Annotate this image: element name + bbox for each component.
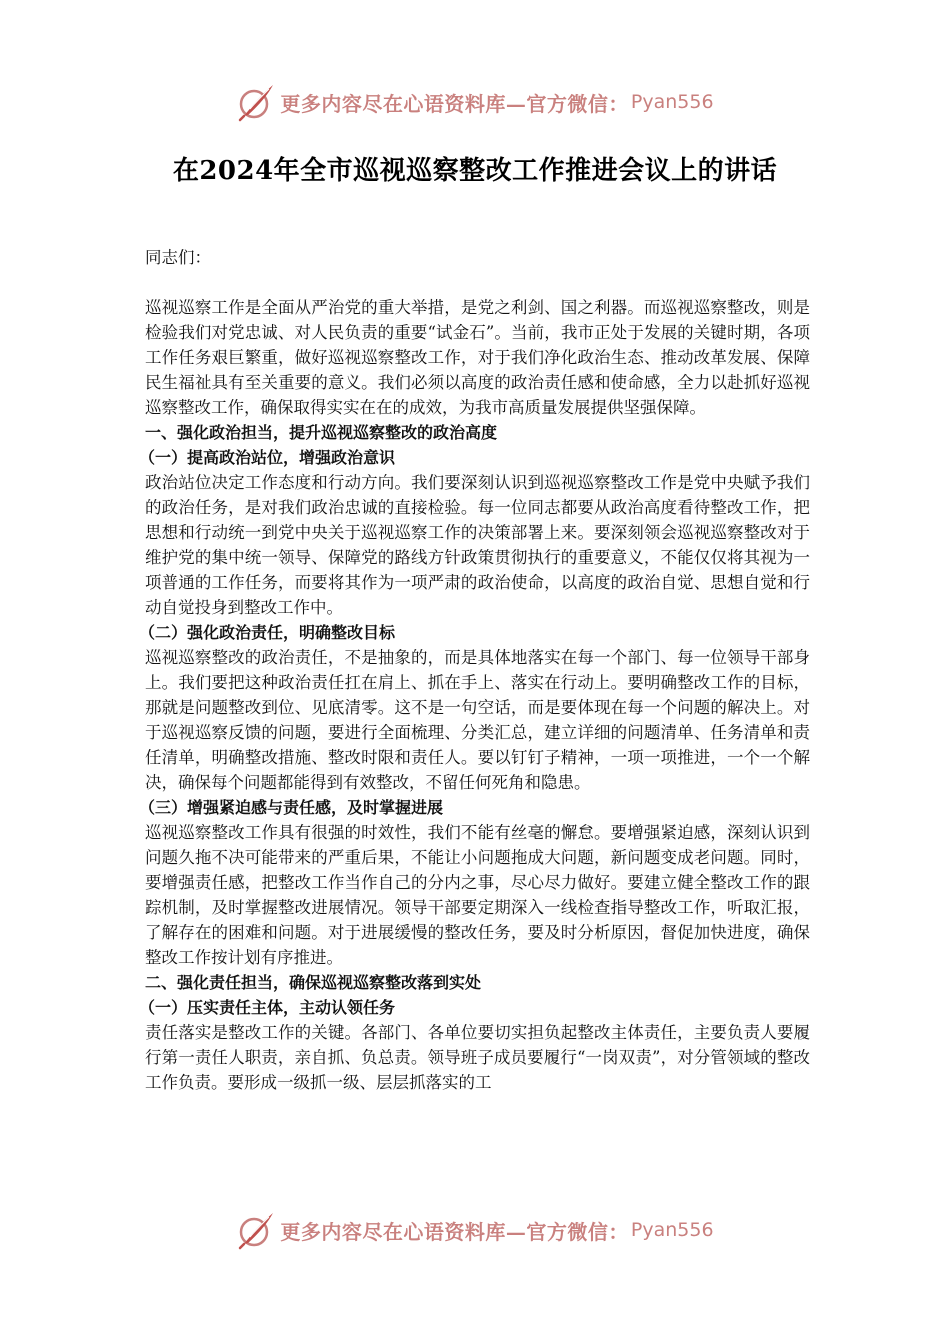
section-1-heading: 一、强化政治担当，提升巡视巡察整改的政治高度 [145, 423, 498, 442]
header-banner [0, 80, 950, 124]
intro-paragraph: 巡视巡察工作是全面从严治党的重大举措，是党之利剑、国之利器。而巡视巡察整改，则是检验我们对党忠诚、对人民负责的重要“试金石”。当前，我市正处于发展的关键时期，各项工作任务艰巨繁重，做好巡视巡察整改工作，对于我们净化政治生态、推动改革发展、保障民生福祉具有至关重要的意义。我们必须以高度的政治责任感和使命感，全力以赴抓好巡视巡察整改工作，确保取得实实在在的成效，为我市高质量发展提供坚强保障。 [145, 298, 810, 417]
section-1-1-paragraph: 政治站位决定工作态度和行动方向。我们要深刻认识到巡视巡察整改工作是党中央赋予我们的政治任务，是对我们政治忠诚的直接检验。每一位同志都要从政治高度看待整改工作，把思想和行动统一到党中央关于巡视巡察工作的决策部署上来。要深刻领会巡视巡察整改对于维护党的集中统一领导、保障党的路线方针政策贯彻执行的重要意义，不能仅仅将其视为一项普通的工作任务，而要将其作为一项严肃的政治使命，以高度的政治自觉、思想自觉和行动自觉投身到整改工作中。 [145, 473, 810, 617]
section-1-2-heading: （二）强化政治责任，明确整改目标 [139, 623, 396, 642]
page-title: 在2024年全市巡视巡察整改工作推进会议上的讲话 [172, 156, 778, 186]
section-2-heading: 二、强化责任担当，确保巡视巡察整改落到实处 [145, 973, 482, 992]
quill-pen-logo-icon [236, 82, 276, 122]
section-1-2-paragraph: 巡视巡察整改的政治责任，不是抽象的，而是具体地落实在每一个部门、每一位领导干部身上。我们要把这种政治责任扛在肩上、抓在手上、落实在行动上。要明确整改工作的目标，那就是问题整改到位、见底清零。这不是一句空话，而是要体现在每一个问题的解决上。对于巡视巡察反馈的问题，要进行全面梳理、分类汇总，建立详细的问题清单、任务清单和责任清单，明确整改措施、整改时限和责任人。要以钉钉子精神，一项一项推进，一个一个解决，确保每个问题都能得到有效整改，不留任何死角和隐患。 [145, 648, 810, 792]
footer-banner [0, 1208, 950, 1252]
quill-pen-logo-icon [236, 1210, 276, 1250]
section-1-3-heading: （三）增强紧迫感与责任感，及时掌握进展 [139, 798, 444, 817]
document-body [139, 245, 810, 1095]
section-2-1-paragraph: 责任落实是整改工作的关键。各部门、各单位要切实担负起整改主体责任，主要负责人要履行第一责任人职责，亲自抓、负总责。领导班子成员要履行“一岗双责”，对分管领域的整改工作负责。要形成一级抓一级、层层抓落实的工 [145, 1023, 810, 1092]
banner-text: 更多内容尽在心语资料库—官方微信： [280, 1219, 629, 1244]
salutation: 同志们： [145, 248, 211, 267]
section-1-1-heading: （一）提高政治站位，增强政治意识 [139, 448, 396, 467]
banner-wechat-id: Pyan556 [630, 1219, 714, 1241]
section-1-3-paragraph: 巡视巡察整改工作具有很强的时效性，我们不能有丝毫的懈怠。要增强紧迫感，深刻认识到问题久拖不决可能带来的严重后果，不能让小问题拖成大问题，新问题变成老问题。同时，要增强责任感，把整改工作当作自己的分内之事，尽心尽力做好。要建立健全整改工作的跟踪机制，及时掌握整改进展情况。领导干部要定期深入一线检查指导整改工作，听取汇报，了解存在的困难和问题。对于进展缓慢的整改任务，要及时分析原因，督促加快进度，确保整改工作按计划有序推进。 [145, 823, 810, 967]
banner-wechat-id: Pyan556 [630, 91, 714, 113]
banner-text: 更多内容尽在心语资料库—官方微信： [280, 91, 629, 116]
section-2-1-heading: （一）压实责任主体，主动认领任务 [139, 998, 396, 1017]
